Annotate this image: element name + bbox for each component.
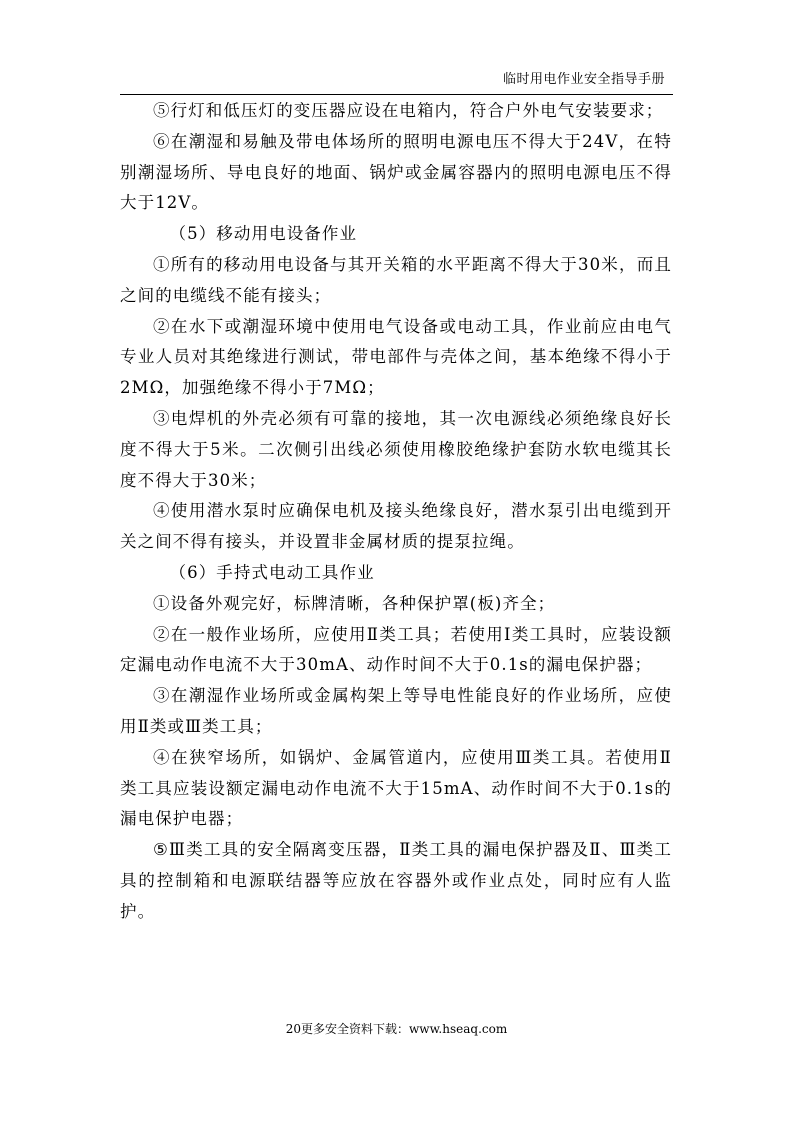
paragraph: ③在潮湿作业场所或金属构架上等导电性能良好的作业场所，应使用Ⅱ类或Ⅲ类工具； [120,686,672,736]
document-body [120,96,672,928]
header-title: 临时用电作业安全指导手册 [502,72,665,87]
paragraph: ②在一般作业场所，应使用Ⅱ类工具；若使用Ⅰ类工具时，应装设额定漏电动作电流不大于30mA、动作时间不大于0.1s的漏电保护器； [120,624,672,675]
page-footer [0,1020,793,1037]
paragraph: ④使用潜水泵时应确保电机及接头绝缘良好，潜水泵引出电缆到开关之间不得有接头，并设置非金属材质的提泵拉绳。 [120,501,672,552]
paragraph: ①所有的移动用电设备与其开关箱的水平距离不得大于30米，而且之间的电缆线不能有接头； [120,254,672,305]
paragraph: ①设备外观完好，标牌清晰，各种保护罩(板)齐全； [153,593,556,613]
footer-text: 20更多安全资料下载：www.hseaq.com [285,1022,508,1036]
section-heading: （5）移动用电设备作业 [169,224,358,244]
page-header [120,60,673,95]
paragraph: ⑥在潮湿和易触及带电体场所的照明电源电压不得大于24V，在特别潮湿场所、导电良好的地面、锅炉或金属容器内的照明电源电压不得大于12V。 [120,131,672,213]
paragraph: ⑤Ⅲ类工具的安全隔离变压器，Ⅱ类工具的漏电保护器及Ⅱ、Ⅲ类工具的控制箱和电源联结器等应放在容器外或作业点处，同时应有人监护。 [120,840,672,921]
paragraph: ②在水下或潮湿环境中使用电气设备或电动工具，作业前应由电气专业人员对其绝缘进行测试，带电部件与壳体之间，基本绝缘不得小于2MΩ，加强绝缘不得小于7MΩ； [120,316,672,398]
paragraph: ⑤行灯和低压灯的变压器应设在电箱内，符合户外电气安装要求； [153,101,664,120]
paragraph: ③电焊机的外壳必须有可靠的接地，其一次电源线必须绝缘良好长度不得大于5米。二次侧引出线必须使用橡胶绝缘护套防水软电缆其长度不得大于30米； [120,408,672,490]
section-heading: （6）手持式电动工具作业 [169,562,375,582]
paragraph: ④在狭窄场所，如锅炉、金属管道内，应使用Ⅲ类工具。若使用Ⅱ类工具应装设额定漏电动作电流不大于15mA、动作时间不大于0.1s的漏电保护电器； [120,747,672,829]
